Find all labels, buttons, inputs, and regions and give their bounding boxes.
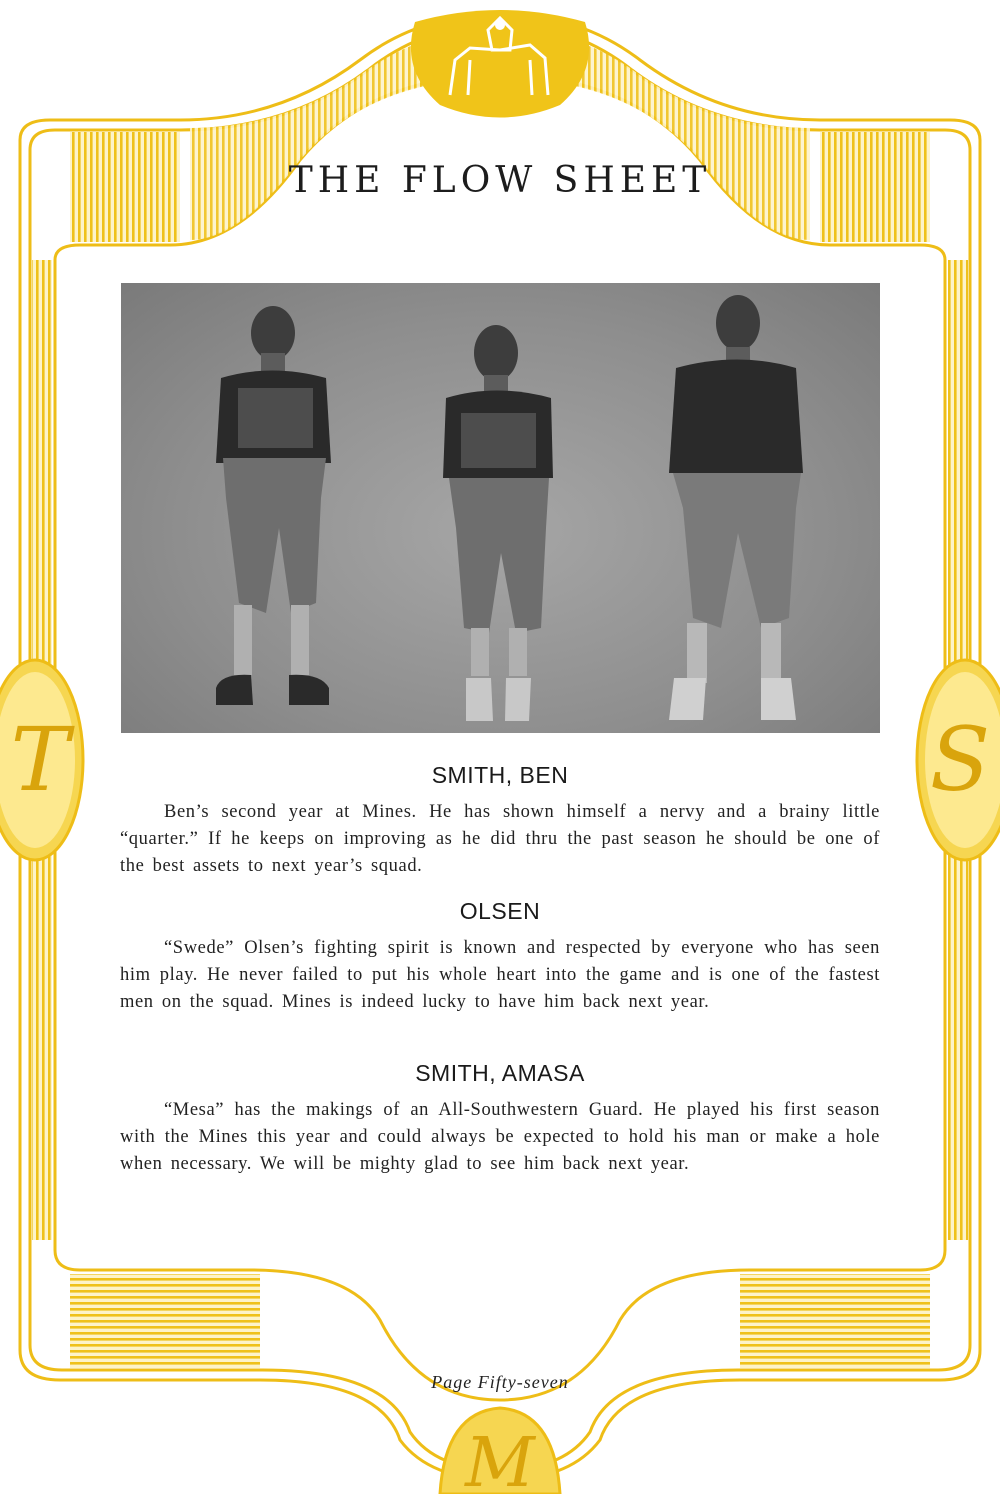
prospector-with-burro-icon	[411, 10, 589, 118]
player-right	[669, 295, 803, 720]
bio-name: OLSEN	[459, 898, 541, 924]
three-football-players-photo	[121, 283, 880, 733]
bio-name: SMITH, AMASA	[415, 1060, 585, 1086]
bio-text: Ben’s second year at Mines. He has shown himself a nervy and a brainy little “quarter.” If he keeps on improving as he did thru the past season he should be one of the best assets to next year’s squad.	[120, 802, 880, 876]
svg-text:S: S	[929, 708, 991, 811]
bottom-monogram-medallion	[440, 1408, 560, 1494]
svg-text:T: T	[10, 708, 70, 811]
bio-text: “Swede” Olsen’s fighting spirit is known and respected by everyone who has seen him play. He never failed to put his whole heart into the game and is one of the fastest men on the squad. Mines is indeed lucky to have him back next year.	[120, 938, 880, 1012]
left-monogram-medallion	[0, 660, 83, 860]
svg-text:M: M	[465, 1424, 535, 1494]
bio-name: SMITH, BEN	[431, 762, 569, 788]
right-monogram-medallion	[917, 660, 1000, 860]
page-number: Page Fifty-seven	[431, 1372, 569, 1392]
page-title: THE FLOW SHEET	[288, 160, 712, 201]
bio-section	[120, 762, 880, 880]
player-center	[443, 325, 553, 721]
bio-section	[120, 1060, 880, 1178]
bio-text: “Mesa” has the makings of an All-Southwestern Guard. He played his first season with the Mines this year and could always be expected to hold his man or make a hole when necessary. We will be mighty glad to see him back next year.	[120, 1100, 880, 1174]
player-left	[216, 306, 331, 705]
bio-section	[120, 898, 880, 1016]
